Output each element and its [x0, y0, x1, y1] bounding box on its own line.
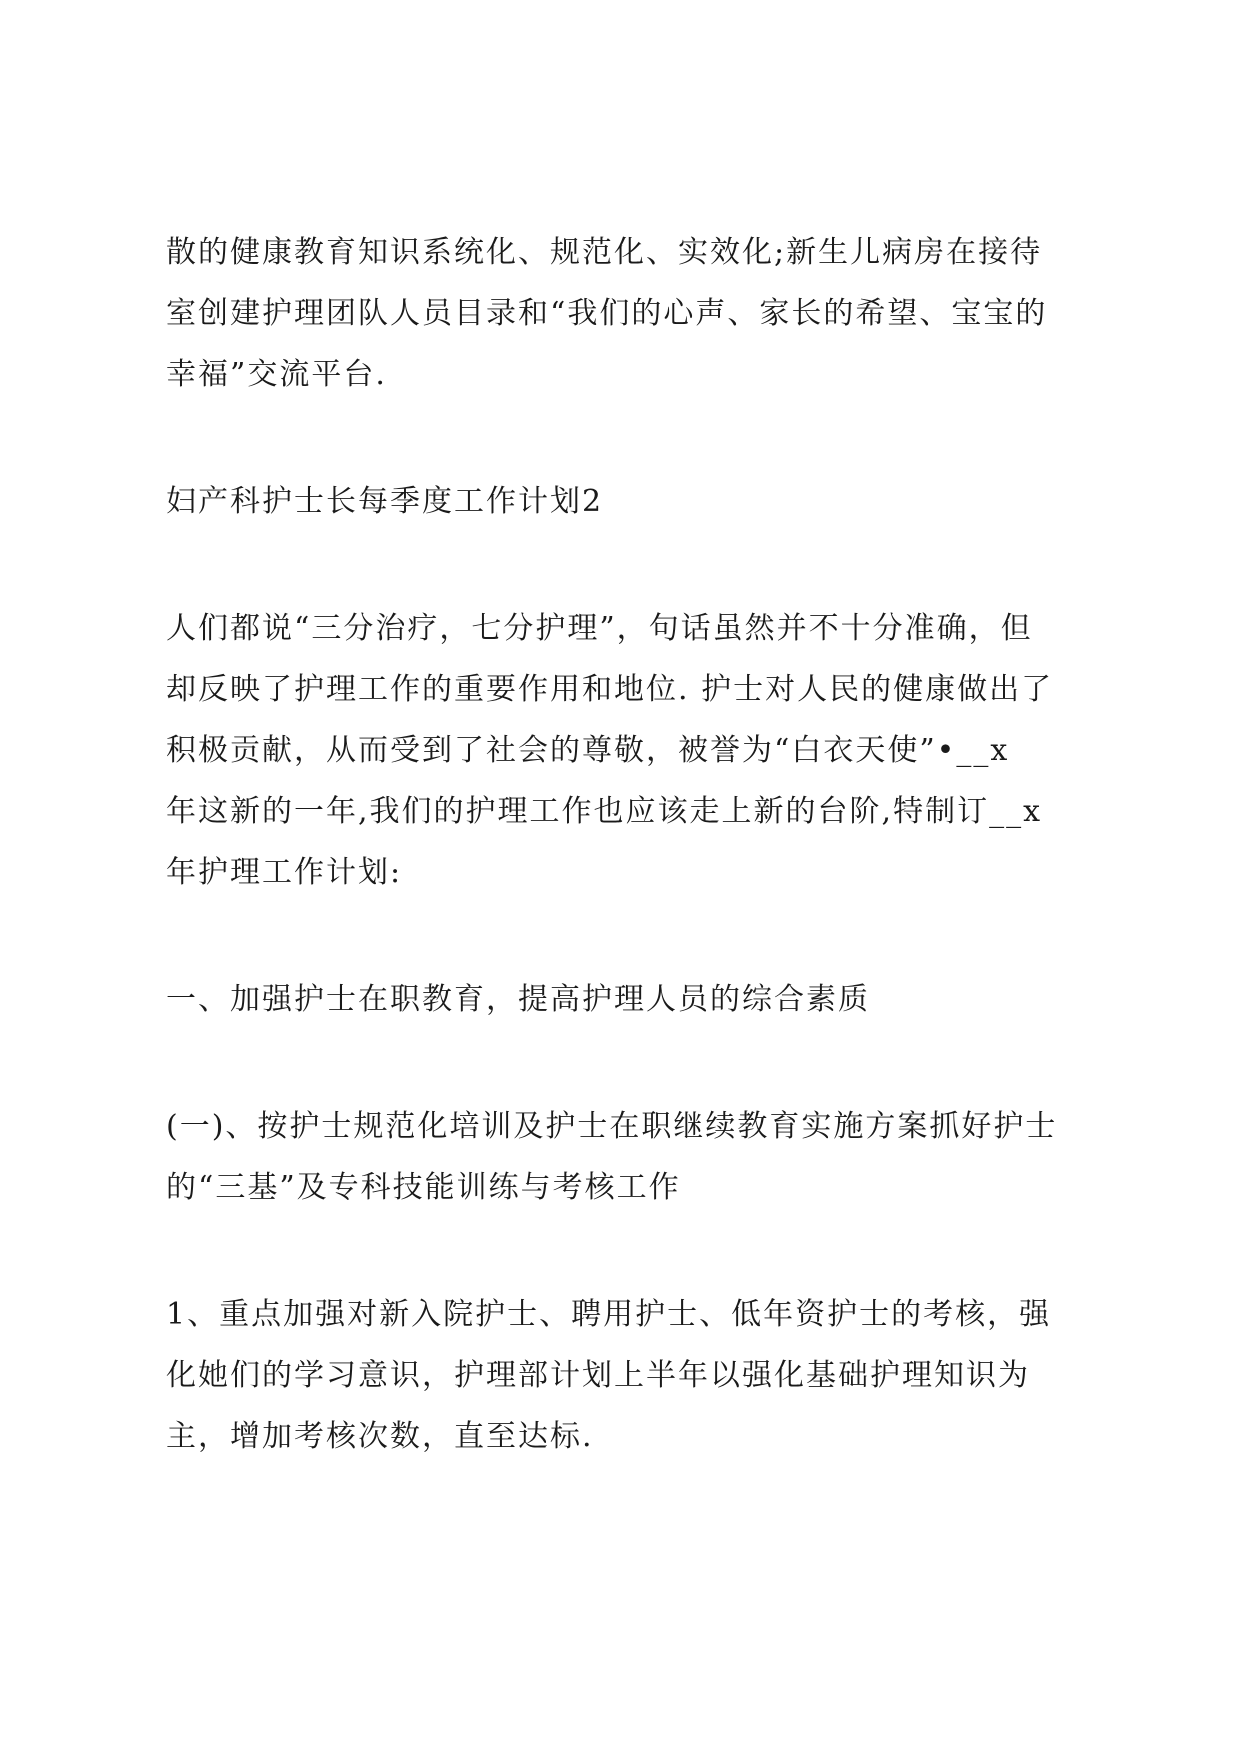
- section-title-text: 妇产科护士长每季度工作计划2: [166, 484, 604, 519]
- paragraph-line: 年护理工作计划:: [166, 855, 403, 890]
- heading-text: 一、加强护士在职教育，提高护理人员的综合素质: [166, 982, 870, 1017]
- paragraph-line: 1、重点加强对新入院护士、聘用护士、低年资护士的考核，强: [166, 1297, 1052, 1332]
- paragraph-gap: [166, 903, 1096, 969]
- heading-level-1: [166, 969, 1096, 1030]
- paragraph-line: 室创建护理团队人员目录和“我们的心声、家长的希望、宝宝的: [166, 296, 1048, 331]
- paragraph-line: 散的健康教育知识系统化、规范化、实效化;新生儿病房在接待: [166, 235, 1043, 270]
- paragraph-gap: [166, 1030, 1096, 1096]
- paragraph-line: 化她们的学习意识，护理部计划上半年以强化基础护理知识为: [166, 1358, 1030, 1393]
- paragraph-line: 年这新的一年,我们的护理工作也应该走上新的台阶,特制订__x: [166, 794, 1042, 829]
- paragraph-line: 幸福”交流平台.: [166, 357, 387, 392]
- heading-line: 的“三基”及专科技能训练与考核工作: [166, 1170, 681, 1205]
- heading-line: (一)、按护士规范化培训及护士在职继续教育实施方案抓好护士: [166, 1109, 1058, 1144]
- document-body: [166, 222, 1096, 1467]
- paragraph-line: 人们都说“三分治疗，七分护理”，句话虽然并不十分准确，但: [166, 611, 1033, 646]
- paragraph-gap: [166, 532, 1096, 598]
- section-title: [166, 471, 1096, 532]
- paragraph-line: 主，增加考核次数，直至达标.: [166, 1419, 594, 1454]
- paragraph-continued: [166, 222, 1096, 405]
- paragraph-intro: [166, 598, 1096, 903]
- paragraph-gap: [166, 405, 1096, 471]
- paragraph-line: 却反映了护理工作的重要作用和地位. 护士对人民的健康做出了: [166, 672, 1054, 707]
- paragraph-line: 积极贡献，从而受到了社会的尊敬，被誉为“白衣天使”•__x: [166, 733, 1010, 768]
- paragraph-gap: [166, 1218, 1096, 1284]
- heading-level-2: [166, 1096, 1096, 1218]
- numbered-item-1: [166, 1284, 1096, 1467]
